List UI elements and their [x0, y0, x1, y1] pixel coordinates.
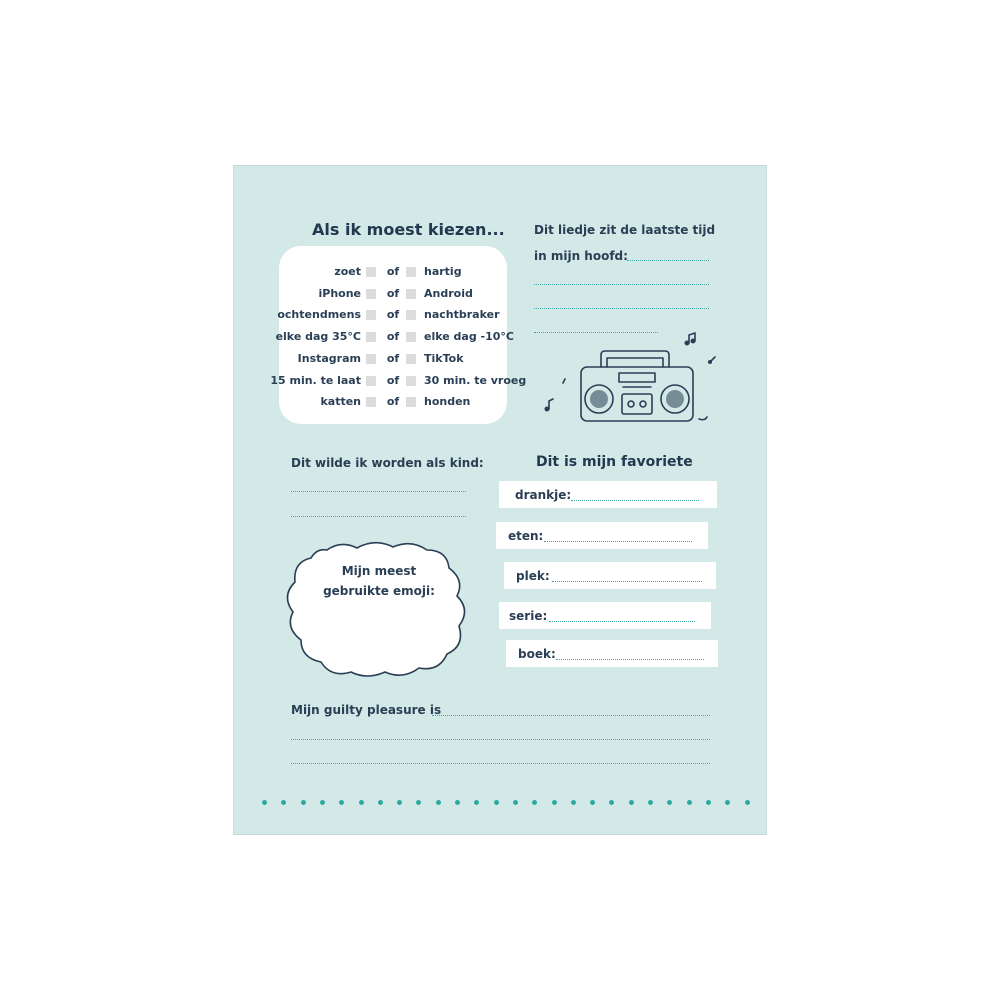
decorative-dot — [455, 800, 460, 805]
decorative-dot — [494, 800, 499, 805]
favorite-label: boek: — [518, 647, 556, 661]
choice-connector: of — [386, 265, 400, 278]
choice-row — [270, 374, 527, 390]
guilty-prompt: Mijn guilty pleasure is — [291, 703, 442, 717]
choice-option-left: elke dag 35°C — [275, 330, 361, 343]
decorative-dot — [725, 800, 730, 805]
boombox-icon — [539, 331, 719, 431]
favorite-answer-line[interactable] — [571, 500, 699, 501]
guilty-answer-line[interactable] — [291, 739, 710, 740]
decorative-dot — [648, 800, 653, 805]
choice-option-right: elke dag -10°C — [424, 330, 514, 343]
decorative-dot — [745, 800, 750, 805]
favorite-label: plek: — [516, 569, 550, 583]
choice-row — [279, 287, 507, 303]
favorite-answer-line[interactable] — [556, 659, 704, 660]
choice-option-left: zoet — [334, 265, 361, 278]
choice-option-left: Instagram — [297, 352, 361, 365]
decorative-dot — [667, 800, 672, 805]
choice-row — [279, 308, 507, 324]
child-answer-line[interactable] — [291, 516, 466, 517]
decorative-dot — [571, 800, 576, 805]
decorative-dot — [513, 800, 518, 805]
checkbox[interactable] — [366, 376, 376, 386]
decorative-dot — [359, 800, 364, 805]
journal-page — [233, 165, 767, 835]
choice-connector: of — [386, 287, 400, 300]
choice-connector: of — [386, 395, 400, 408]
choice-option-left: 15 min. te laat — [270, 374, 361, 387]
checkbox[interactable] — [406, 310, 416, 320]
decorative-dot — [629, 800, 634, 805]
favorites-title: Dit is mijn favoriete — [536, 454, 693, 470]
child-prompt: Dit wilde ik worden als kind: — [291, 456, 484, 470]
decorative-dot-border — [262, 800, 752, 808]
decorative-dot — [281, 800, 286, 805]
favorite-label: eten: — [508, 529, 544, 543]
song-answer-line[interactable] — [534, 284, 709, 285]
favorite-label: serie: — [509, 609, 548, 623]
choice-connector: of — [386, 374, 400, 387]
emoji-prompt-line2: gebruikte emoji: — [323, 584, 435, 598]
decorative-dot — [687, 800, 692, 805]
favorite-answer-line[interactable] — [552, 581, 702, 582]
song-prompt-line2: in mijn hoofd: — [534, 249, 628, 263]
decorative-dot — [590, 800, 595, 805]
checkbox[interactable] — [406, 376, 416, 386]
decorative-dot — [436, 800, 441, 805]
checkbox[interactable] — [406, 354, 416, 364]
favorite-label: drankje: — [515, 488, 572, 502]
checkbox[interactable] — [366, 397, 376, 407]
favorite-answer-line[interactable] — [549, 621, 695, 622]
checkbox[interactable] — [366, 267, 376, 277]
favorite-strip-plek[interactable] — [504, 562, 716, 589]
decorative-dot — [706, 800, 711, 805]
choice-connector: of — [386, 330, 400, 343]
guilty-answer-line[interactable] — [432, 715, 710, 716]
emoji-bubble — [279, 536, 479, 681]
decorative-dot — [397, 800, 402, 805]
choice-option-right: honden — [424, 395, 471, 408]
choice-row — [279, 352, 507, 368]
song-answer-line[interactable] — [534, 308, 709, 309]
checkbox[interactable] — [366, 310, 376, 320]
decorative-dot — [474, 800, 479, 805]
choice-option-right: hartig — [424, 265, 462, 278]
decorative-dot — [532, 800, 537, 805]
decorative-dot — [609, 800, 614, 805]
choice-option-right: nachtbraker — [424, 308, 500, 321]
choices-title: Als ik moest kiezen... — [312, 220, 505, 239]
decorative-dot — [552, 800, 557, 805]
choice-option-right: 30 min. te vroeg — [424, 374, 527, 387]
checkbox[interactable] — [406, 397, 416, 407]
favorite-answer-line[interactable] — [544, 541, 692, 542]
decorative-dot — [301, 800, 306, 805]
child-answer-line[interactable] — [291, 491, 466, 492]
choice-connector: of — [386, 352, 400, 365]
checkbox[interactable] — [406, 332, 416, 342]
favorite-strip-eten[interactable] — [496, 522, 708, 549]
checkbox[interactable] — [366, 354, 376, 364]
choice-row — [275, 330, 514, 346]
choices-box — [270, 246, 527, 424]
choice-option-left: katten — [320, 395, 361, 408]
checkbox[interactable] — [366, 289, 376, 299]
song-answer-line[interactable] — [627, 260, 709, 261]
favorite-strip-serie[interactable] — [499, 602, 711, 629]
decorative-dot — [416, 800, 421, 805]
choice-row — [279, 265, 507, 281]
favorite-strip-boek[interactable] — [506, 640, 718, 667]
choice-option-left: iPhone — [318, 287, 361, 300]
decorative-dot — [262, 800, 267, 805]
emoji-prompt-line1: Mijn meest — [341, 564, 417, 578]
song-prompt-line1: Dit liedje zit de laatste tijd — [534, 223, 716, 237]
checkbox[interactable] — [406, 267, 416, 277]
choice-row — [279, 395, 507, 411]
decorative-dot — [339, 800, 344, 805]
checkbox[interactable] — [366, 332, 376, 342]
decorative-dot — [320, 800, 325, 805]
choice-option-right: TikTok — [424, 352, 464, 365]
checkbox[interactable] — [406, 289, 416, 299]
choice-option-left: ochtendmens — [277, 308, 361, 321]
choice-option-right: Android — [424, 287, 473, 300]
favorite-strip-drankje[interactable] — [499, 481, 717, 508]
guilty-answer-line[interactable] — [291, 763, 710, 764]
decorative-dot — [378, 800, 383, 805]
choice-connector: of — [386, 308, 400, 321]
